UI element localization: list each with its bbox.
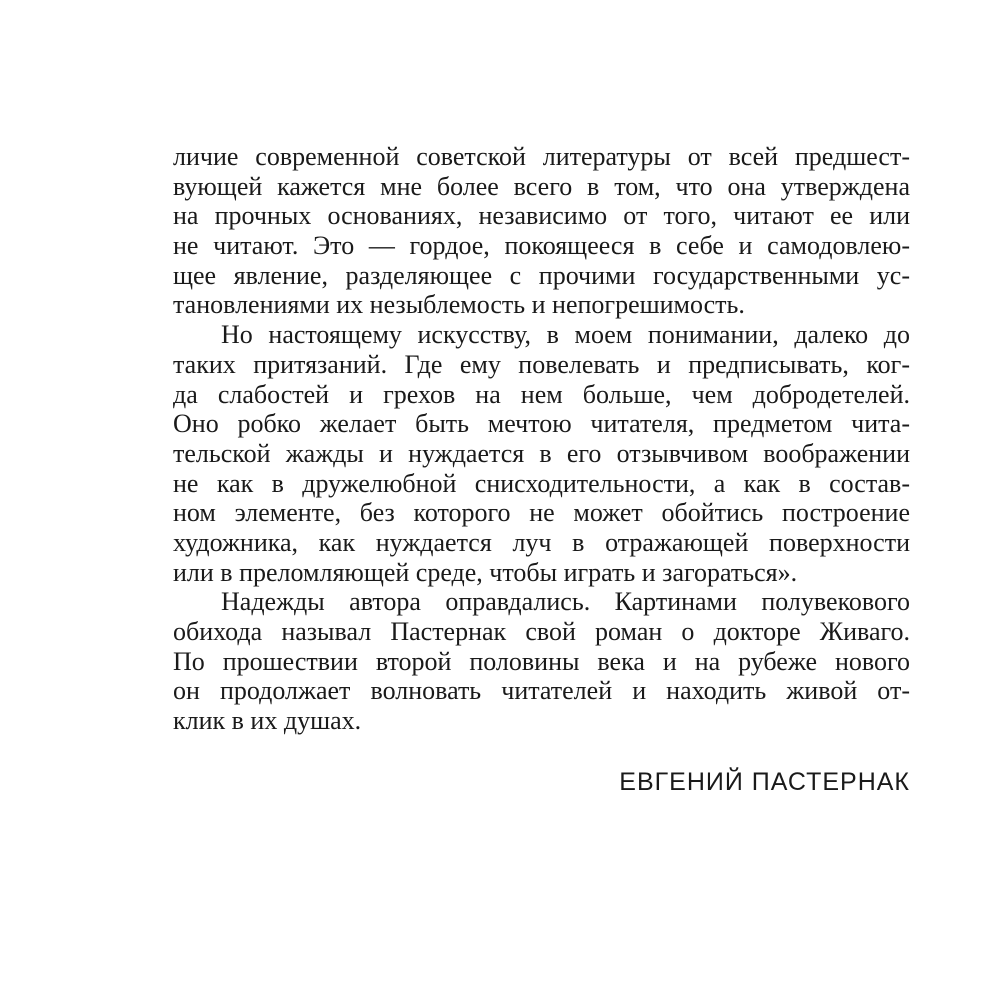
text-line: тельской жажды и нуждается в его отзывчивом воображении <box>173 438 910 468</box>
body-text <box>173 142 910 736</box>
text-line: тановлениями их незыблемость и непогрешимость. <box>173 290 745 320</box>
text-line: Но настоящему искусству, в моем понимании, далеко до <box>221 320 910 350</box>
text-line: таких притязаний. Где ему повелевать и предписывать, ког- <box>173 349 910 379</box>
text-line: Надежды автора оправдались. Картинами полувекового <box>221 587 910 617</box>
text-line: или в преломляющей среде, чтобы играть и загораться». <box>173 557 798 587</box>
author-signature: ЕВГЕНИЙ ПАСТЕРНАК <box>619 768 910 796</box>
text-line: да слабостей и грехов на нем больше, чем добродетелей. <box>173 379 910 409</box>
text-line: ном элементе, без которого не может обойтись построение <box>173 498 910 528</box>
text-line: на прочных основаниях, независимо от того, читают ее или <box>173 201 910 231</box>
text-line: личие современной советской литературы от всей предшест- <box>173 142 910 171</box>
text-line: художника, как нуждается луч в отражающей поверхности <box>173 527 910 557</box>
text-line: не как в дружелюбной снисходительности, а как в состав- <box>173 468 910 498</box>
text-line: щее явление, разделяющее с прочими государственными ус- <box>173 260 910 290</box>
text-line: клик в их душах. <box>173 706 362 736</box>
text-line: вующей кажется мне более всего в том, что она утверждена <box>173 171 910 201</box>
text-line: обихода называл Пастернак свой роман о докторе Живаго. <box>173 617 910 646</box>
text-line: Оно робко желает быть мечтою читателя, предметом чита- <box>173 409 910 439</box>
text-line: По прошествии второй половины века и на рубеже нового <box>173 646 910 676</box>
text-line: не читают. Это — гордое, покоящееся в себе и самодовлею- <box>173 231 910 261</box>
text-line: он продолжает волновать читателей и находить живой от- <box>173 676 910 706</box>
